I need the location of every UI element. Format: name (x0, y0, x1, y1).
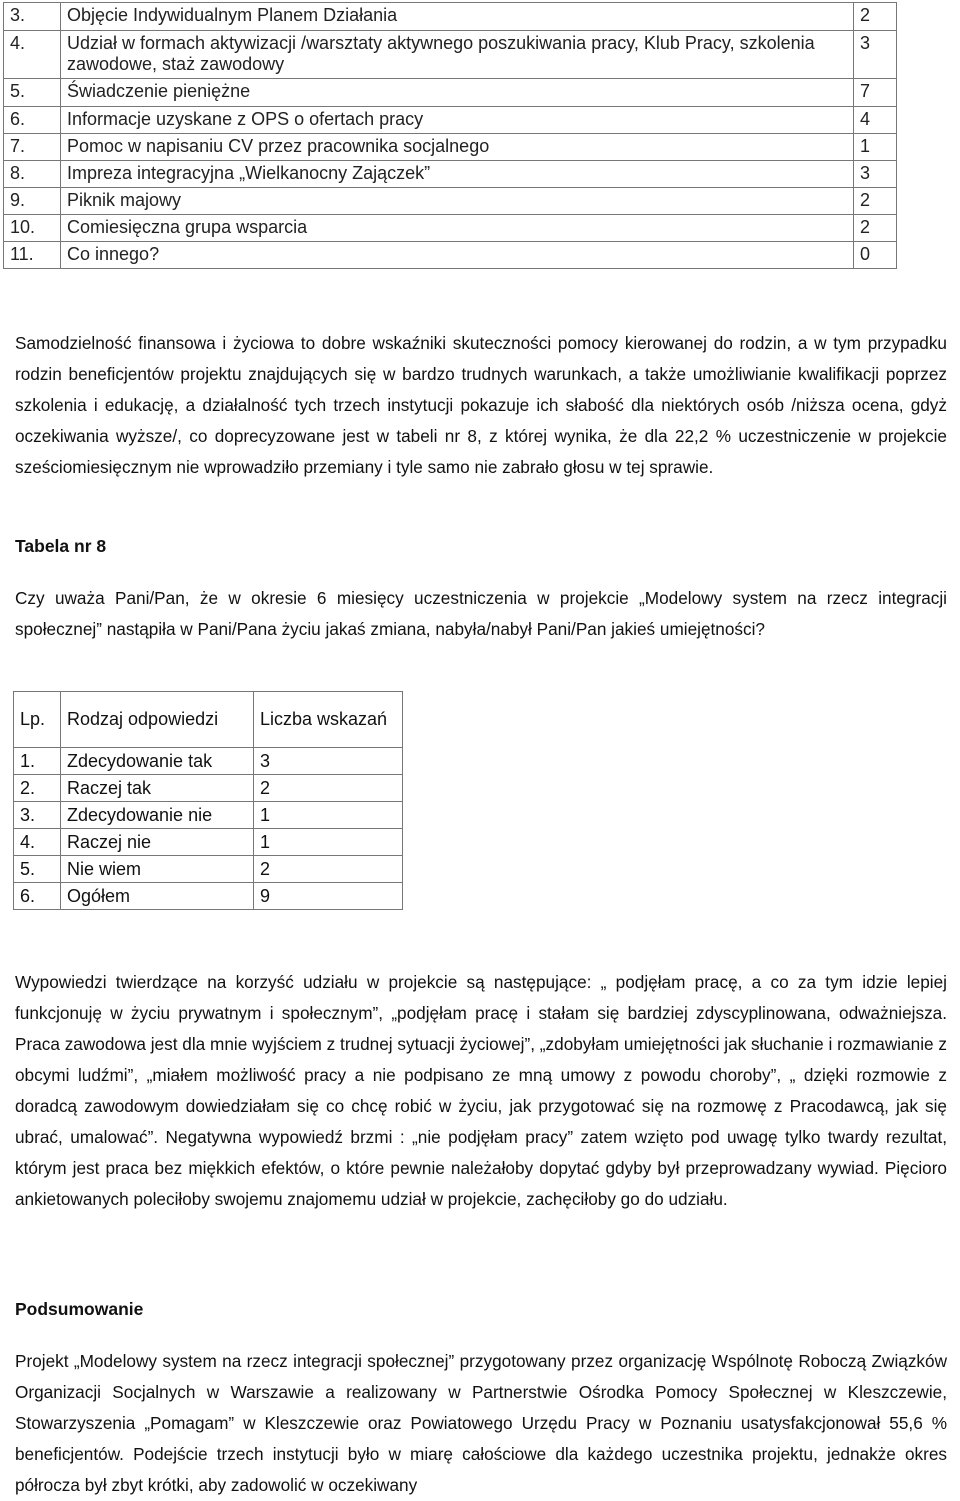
row-answer-type: Ogółem (61, 883, 254, 910)
table8-heading: Tabela nr 8 (15, 536, 107, 556)
header-count: Liczba wskazań (254, 692, 403, 748)
row-label: Pomoc w napisaniu CV przez pracownika socjalnego (61, 134, 854, 161)
table-header-row (14, 692, 403, 748)
row-answer-type: Nie wiem (61, 856, 254, 883)
survey-question: Czy uważa Pani/Pan, że w okresie 6 miesięcy uczestniczenia w projekcie „Modelowy system na rzecz integracji społecznej” nastąpiła w Pani/Pana życiu jakaś zmiana, nabyła/nabył Pani/Pan jakieś umiejętności? (15, 588, 947, 639)
row-count: 2 (854, 3, 897, 31)
table-row (14, 829, 403, 856)
answers-table (13, 691, 403, 910)
row-answer-type: Zdecydowanie nie (61, 802, 254, 829)
table-row (4, 134, 897, 161)
row-number: 4. (4, 31, 61, 79)
row-count: 3 (254, 748, 403, 775)
row-label: Piknik majowy (61, 188, 854, 215)
table-row (14, 883, 403, 910)
table-row (4, 107, 897, 134)
paragraph-responses: Wypowiedzi twierdzące na korzyść udziału w projekcie są następujące: „ podjęłam pracę, a co za tym idzie lepiej funkcjonuję w życiu prywatnym i społecznym”, „podjęłam pracę i stałam się bardziej zdyscyplinowana, odważniejsza. Praca zawodowa jest dla mnie wyjściem z trudnej sytuacji życiowej”, „zdobyłam umiejętności jak słuchanie i rozmawianie z obcymi ludźmi”, „miałem możliwość pracy a nie podpisano ze mną umowy z powodu choroby”, „ dzięki rozmowie z doradcą zawodowym dowiedziałam się co chcę robić w życiu, jak przygotować się na rozmowę z Pracodawcą, jak się ubrać, umalować”. Negatywna wypowiedź brzmi : „nie podjęłam pracy” zatem wzięto pod uwagę tylko twardy rezultat, którym jest praca bez miękkich efektów, o które pewnie należałoby dopytać gdyby był przeprowadzany wywiad. Pięcioro ankietowanych poleciłoby swojemu znajomemu udział w projekcie, zachęciłoby go do udziału. (15, 972, 947, 1209)
summary-heading: Podsumowanie (15, 1299, 144, 1319)
header-answer-type: Rodzaj odpowiedzi (61, 692, 254, 748)
row-count: 1 (254, 802, 403, 829)
row-label: Comiesięczna grupa wsparcia (61, 215, 854, 242)
table-row (14, 802, 403, 829)
row-count: 2 (254, 856, 403, 883)
row-count: 1 (254, 829, 403, 856)
row-answer-type: Raczej tak (61, 775, 254, 802)
row-lp: 1. (14, 748, 61, 775)
row-number: 5. (4, 79, 61, 107)
row-count: 3 (854, 31, 897, 79)
row-lp: 5. (14, 856, 61, 883)
table-row (4, 188, 897, 215)
row-count: 4 (854, 107, 897, 134)
row-number: 7. (4, 134, 61, 161)
row-count: 2 (254, 775, 403, 802)
row-lp: 4. (14, 829, 61, 856)
table-row (4, 242, 897, 269)
row-label: Co innego? (61, 242, 854, 269)
row-label: Impreza integracyjna „Wielkanocny Zajączek” (61, 161, 854, 188)
row-lp: 2. (14, 775, 61, 802)
row-count: 1 (854, 134, 897, 161)
table-row (14, 748, 403, 775)
row-answer-type: Raczej nie (61, 829, 254, 856)
row-label: Świadczenie pieniężne (61, 79, 854, 107)
row-label: Informacje uzyskane z OPS o ofertach pracy (61, 107, 854, 134)
row-count: 0 (854, 242, 897, 269)
row-answer-type: Zdecydowanie tak (61, 748, 254, 775)
row-number: 11. (4, 242, 61, 269)
table-row (4, 3, 897, 31)
row-lp: 3. (14, 802, 61, 829)
header-lp: Lp. (14, 692, 61, 748)
row-count: 7 (854, 79, 897, 107)
paragraph-assessment: Samodzielność finansowa i życiowa to dobre wskaźniki skuteczności pomocy kierowanej do rodzin, a w tym przypadku rodzin beneficjentów projektu znajdujących się w bardzo trudnych warunkach, a także umożliwianie kwalifikacji poprzez szkolenia i edukację, a działalność tych trzech instytucji pokazuje ich słabość dla niektórych osób /niższa ocena, gdyż oczekiwania wyższe/, co doprecyzowane jest w tabeli nr 8, z której wynika, że dla 22,2 % uczestniczenie w projekcie sześciomiesięcznym nie wprowadziło przemiany i tyle samo nie zabrało głosu w tej sprawie. (15, 333, 947, 477)
activities-table (3, 2, 897, 269)
table-row (4, 79, 897, 107)
row-count: 2 (854, 215, 897, 242)
row-count: 2 (854, 188, 897, 215)
row-number: 3. (4, 3, 61, 31)
row-count: 3 (854, 161, 897, 188)
table-row (4, 215, 897, 242)
paragraph-summary: Projekt „Modelowy system na rzecz integracji społecznej” przygotowany przez organizację Wspólnotę Roboczą Związków Organizacji Socjalnych w Warszawie a realizowany w Partnerstwie Ośrodka Pomocy Społecznej w Kleszczewie, Stowarzyszenia „Pomagam” w Kleszczewie oraz Powiatowego Urzędu Pracy w Poznaniu usatysfakcjonował 55,6 % beneficjentów. Podejście trzech instytucji było w miarę całościowe dla każdego uczestnika projektu, jednakże okres półrocza był zbyt krótki, aby zadowolić w oczekiwany (15, 1351, 947, 1495)
row-number: 10. (4, 215, 61, 242)
row-count: 9 (254, 883, 403, 910)
row-label: Udział w formach aktywizacji /warsztaty aktywnego poszukiwania pracy, Klub Pracy, szkolenia zawodowe, staż zawodowy (61, 31, 854, 79)
table-row (14, 775, 403, 802)
row-number: 6. (4, 107, 61, 134)
row-number: 9. (4, 188, 61, 215)
table-row (4, 161, 897, 188)
row-lp: 6. (14, 883, 61, 910)
row-label: Objęcie Indywidualnym Planem Działania (61, 3, 854, 31)
table-row (14, 856, 403, 883)
table-row (4, 31, 897, 79)
row-number: 8. (4, 161, 61, 188)
